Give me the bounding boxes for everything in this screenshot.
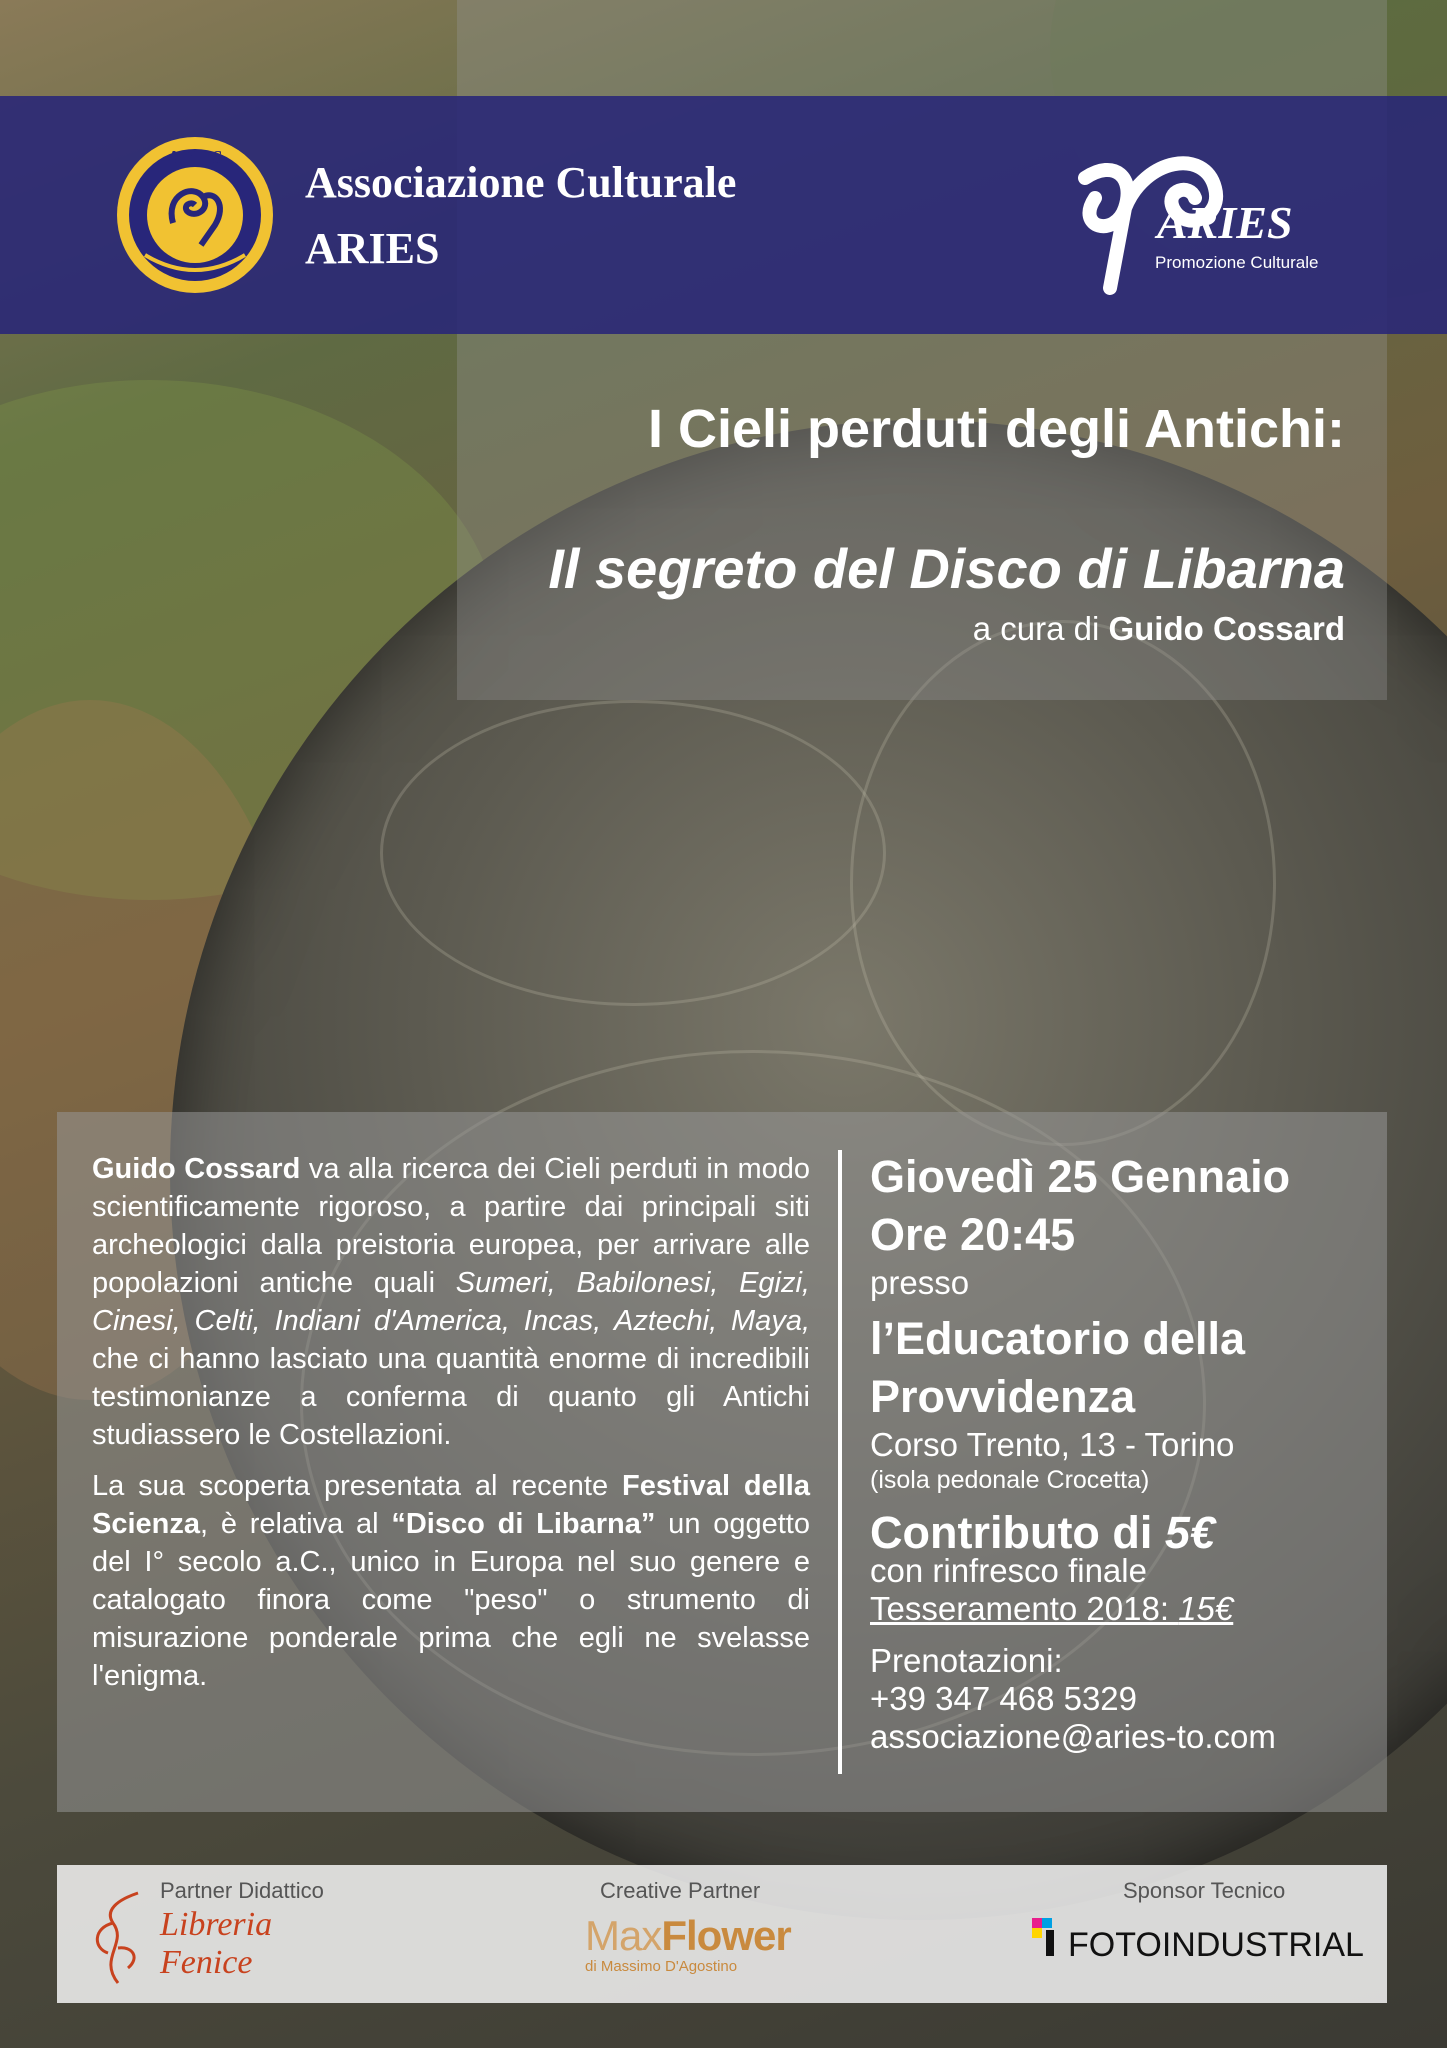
event-time: Ore 20:45 — [870, 1209, 1076, 1260]
svg-text:Promozione Culturale: Promozione Culturale — [1155, 253, 1319, 272]
event-details — [870, 1148, 1370, 1756]
aries-seal-logo — [115, 135, 275, 295]
venue-address: Corso Trento, 13 - Torino — [870, 1426, 1235, 1463]
fotoindustrial-icon — [1032, 1918, 1060, 1958]
presso-label: presso — [870, 1264, 970, 1301]
curated-by: a cura di Guido Cossard — [972, 610, 1345, 647]
column-divider — [838, 1150, 842, 1774]
venue-note: (isola pedonale Crocetta) — [870, 1466, 1150, 1494]
description — [92, 1150, 810, 1708]
svg-text:ARIES: ARIES — [1157, 197, 1293, 248]
aries-ram-logo — [1055, 138, 1355, 298]
refreshment-note: con rinfresco finale — [870, 1552, 1147, 1589]
description-paragraph-2: La sua scoperta presentata al recente Festival della Scienza, è relativa al “Disco di Libarna” un oggetto del I° secolo a.C., unico in Europa nel suo genere e catalogato finora come "peso" o strumento di misurazione ponderale prima che egli ne svelasse l'enigma. — [92, 1470, 810, 1692]
libreria-fenice-logo: Libreria Fenice — [160, 1906, 273, 1981]
event-subtitle: Il segreto del Disco di Libarna — [548, 537, 1345, 600]
booking-label: Prenotazioni: — [870, 1642, 1063, 1679]
didactic-partner-label: Partner Didattico — [160, 1878, 324, 1903]
contribution: Contributo di 5€ — [870, 1507, 1215, 1558]
creative-partner-label: Creative Partner — [600, 1878, 761, 1903]
venue-name: l’Educatorio della Provvidenza — [870, 1313, 1246, 1422]
maxflower-subtitle: di Massimo D'Agostino — [585, 1958, 738, 1975]
technical-sponsor-label: Sponsor Tecnico — [1123, 1878, 1286, 1903]
description-paragraph-1: Guido Cossard va alla ricerca dei Cieli perduti in modo scientificamente rigoroso, a partire dai principali siti archeologici dalla preistoria europea, per arrivare alle popolazioni antiche quali Sumeri, Babilonesi, Egizi, Cinesi, Celti, Indiani d'America, Incas, Aztechi, Maya, che ci hanno lasciato una quantità enorme di incredibili testimonianze a conferma di quanto gli Antichi studiassero le Costellazioni. — [92, 1153, 810, 1451]
event-title: I Cieli perduti degli Antichi: — [647, 399, 1345, 459]
svg-text:ARIES: ARIES — [167, 147, 223, 167]
maxflower-logo: MaxFlower — [585, 1912, 791, 1959]
phoenix-icon — [88, 1888, 148, 1988]
fotoindustrial-logo: FOTOINDUSTRIAL — [1068, 1926, 1364, 1964]
booking-email[interactable]: associazione@aries-to.com — [870, 1718, 1276, 1755]
association-name: Associazione Culturale ARIES — [305, 158, 737, 273]
booking-phone[interactable]: +39 347 468 5329 — [870, 1680, 1138, 1717]
event-date: Giovedì 25 Gennaio — [870, 1151, 1291, 1202]
membership-fee: Tesseramento 2018: 15€ — [870, 1590, 1234, 1627]
